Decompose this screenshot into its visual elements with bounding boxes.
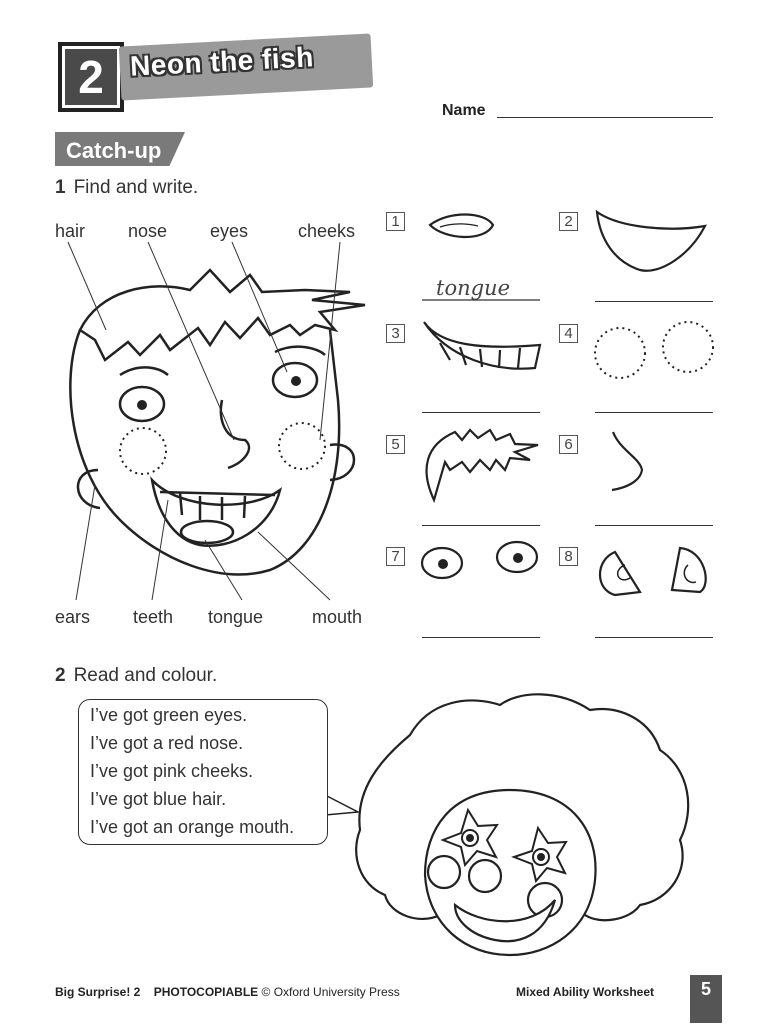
answer-line-7[interactable] (422, 637, 540, 638)
footer-photocopiable: PHOTOCOPIABLE (153, 985, 259, 999)
catch-up-label: Catch-up (66, 138, 162, 163)
sentence-3: I’ve got pink cheeks. (90, 761, 254, 781)
label-hair: hair (55, 221, 86, 241)
label-cheeks: cheeks (298, 221, 356, 241)
sentence-1: I’ve got green eyes. (90, 705, 248, 725)
sentence-4: I’ve got blue hair. (90, 789, 227, 809)
label-mouth: mouth (312, 607, 363, 627)
example-answer: tongue (436, 276, 511, 300)
footer-worksheet-type: Mixed Ability Worksheet (516, 985, 655, 999)
exercise-1-number: 1 (55, 177, 66, 198)
box-number-8: 8 (559, 547, 578, 566)
exercise-1-instruction: Find and write. (73, 177, 199, 198)
sentence-2: I’ve got a red nose. (90, 733, 244, 753)
label-tongue: tongue (208, 607, 264, 627)
box-number-7: 7 (386, 547, 405, 566)
answer-line-8[interactable] (595, 637, 713, 638)
unit-number-badge: 2 (58, 42, 124, 112)
exercise-2-instruction: Read and colour. (73, 665, 218, 686)
box-number-2: 2 (559, 212, 578, 231)
label-ears: ears (55, 607, 91, 627)
box-number-5: 5 (386, 435, 405, 454)
box-number-3: 3 (386, 324, 405, 343)
name-write-line[interactable] (497, 117, 713, 118)
answer-line-3[interactable] (422, 412, 540, 413)
label-nose: nose (128, 221, 168, 241)
label-eyes: eyes (210, 221, 249, 241)
box-number-6: 6 (559, 435, 578, 454)
exercise-2-number: 2 (55, 665, 66, 686)
name-label: Name (442, 102, 486, 119)
answer-line-5[interactable] (422, 525, 540, 526)
exercise-2-heading (55, 665, 217, 687)
page-number: 5 (690, 975, 722, 1023)
exercise-1-heading (55, 177, 198, 199)
box-number-4: 4 (559, 324, 578, 343)
footer-publisher: © Oxford University Press (261, 985, 400, 999)
answer-line-2[interactable] (595, 301, 713, 302)
label-teeth: teeth (133, 607, 174, 627)
answer-line-6[interactable] (595, 525, 713, 526)
page-title: Neon the fish (129, 41, 315, 82)
footer-left (55, 985, 400, 999)
sentence-5: I’ve got an orange mouth. (90, 817, 295, 837)
answer-line-4[interactable] (595, 412, 713, 413)
box-number-1: 1 (386, 212, 405, 231)
footer-book-title: Big Surprise! 2 (55, 985, 141, 999)
